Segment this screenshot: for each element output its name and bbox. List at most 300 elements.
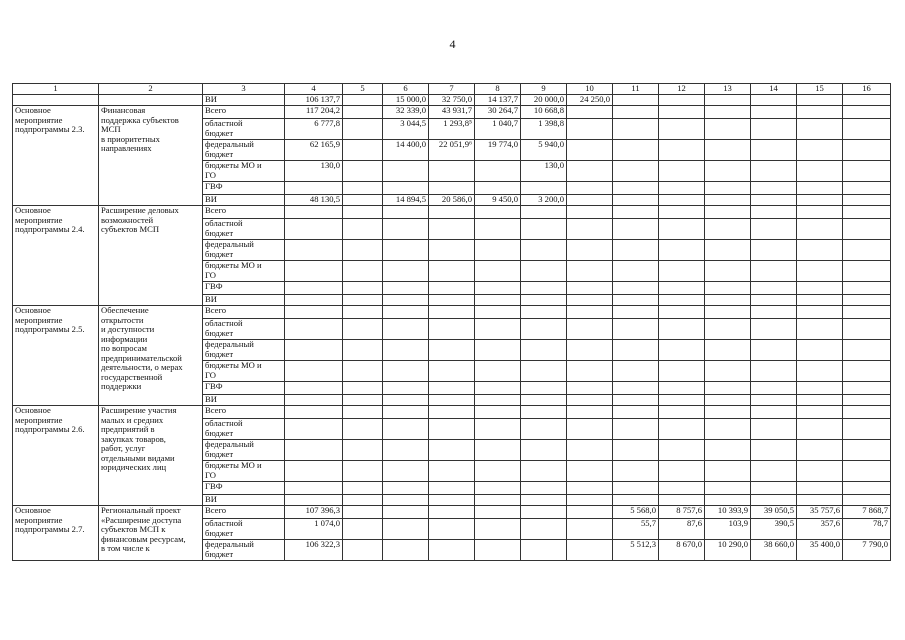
amount-cell [567,119,613,140]
amount-cell [843,419,891,440]
description-cell: Расширение деловых возможностей субъектов МСП [99,206,203,306]
amount-cell [751,206,797,219]
amount-cell [521,440,567,461]
amount-cell [285,282,343,295]
amount-cell [751,140,797,161]
amount-cell: 62 165,9 [285,140,343,161]
amount-cell [429,306,475,319]
amount-cell [567,319,613,340]
page-number: 4 [449,37,456,51]
amount-cell [383,319,429,340]
amount-cell: 103,9 [705,519,751,540]
amount-cell [567,161,613,182]
amount-cell [613,319,659,340]
amount-cell [797,282,843,295]
amount-cell [567,140,613,161]
amount-cell [705,206,751,219]
budget-table [12,83,891,561]
amount-cell [343,282,383,295]
funding-source: областной бюджет [203,119,285,140]
amount-cell [797,206,843,219]
amount-cell [613,382,659,395]
amount-cell [429,161,475,182]
amount-cell [475,340,521,361]
amount-cell [567,506,613,519]
amount-cell [659,195,705,206]
funding-source: ВИ [203,95,285,106]
amount-cell [751,182,797,195]
amount-cell [613,261,659,282]
amount-cell [383,461,429,482]
amount-cell: 38 660,0 [751,540,797,561]
amount-cell: 1 040,7 [475,119,521,140]
amount-cell [475,506,521,519]
amount-cell [285,306,343,319]
amount-cell [429,295,475,306]
amount-cell: 106 137,7 [285,95,343,106]
amount-cell [797,361,843,382]
amount-cell [429,182,475,195]
amount-cell [843,340,891,361]
amount-cell [429,506,475,519]
amount-cell [343,306,383,319]
table-row [13,95,891,106]
event-cell: Основное мероприятие подпрограммы 2.3. [13,106,99,206]
amount-cell [285,219,343,240]
amount-cell [475,540,521,561]
amount-cell [429,406,475,419]
amount-cell [843,95,891,106]
amount-cell [751,240,797,261]
amount-cell [383,206,429,219]
amount-cell [343,395,383,406]
amount-cell [751,295,797,306]
amount-cell [613,219,659,240]
amount-cell [567,519,613,540]
amount-cell [751,419,797,440]
amount-cell: 3 044,5 [383,119,429,140]
amount-cell: 14 400,0 [383,140,429,161]
amount-cell [343,319,383,340]
amount-cell [751,461,797,482]
amount-cell: 1 293,8⁵ [429,119,475,140]
column-number: 7 [429,84,475,95]
amount-cell [429,361,475,382]
amount-cell [797,106,843,119]
amount-cell [659,406,705,419]
amount-cell [285,261,343,282]
amount-cell [843,182,891,195]
amount-cell [285,482,343,495]
amount-cell [343,295,383,306]
amount-cell [383,282,429,295]
header-row [13,84,891,95]
column-number: 4 [285,84,343,95]
amount-cell [843,195,891,206]
amount-cell [659,361,705,382]
amount-cell [475,482,521,495]
funding-source: бюджеты МО и ГО [203,461,285,482]
amount-cell [797,261,843,282]
amount-cell [659,106,705,119]
amount-cell [705,261,751,282]
amount-cell [797,461,843,482]
amount-cell [751,495,797,506]
amount-cell: 78,7 [843,519,891,540]
amount-cell [797,240,843,261]
amount-cell [475,519,521,540]
amount-cell [613,161,659,182]
amount-cell [567,495,613,506]
amount-cell [705,182,751,195]
amount-cell [285,461,343,482]
amount-cell [429,519,475,540]
amount-cell [659,282,705,295]
table-row [13,106,891,119]
amount-cell [521,340,567,361]
amount-cell [567,195,613,206]
amount-cell [613,406,659,419]
amount-cell [567,482,613,495]
amount-cell [705,240,751,261]
amount-cell [797,161,843,182]
amount-cell [521,382,567,395]
funding-source: Всего [203,206,285,219]
amount-cell [475,361,521,382]
amount-cell [343,140,383,161]
amount-cell [343,182,383,195]
amount-cell [843,161,891,182]
amount-cell [475,306,521,319]
amount-cell [475,440,521,461]
amount-cell [751,106,797,119]
amount-cell [475,219,521,240]
amount-cell [475,161,521,182]
event-cell: Основное мероприятие подпрограммы 2.6. [13,406,99,506]
amount-cell [383,182,429,195]
amount-cell [613,282,659,295]
funding-source: областной бюджет [203,319,285,340]
amount-cell [751,261,797,282]
amount-cell [521,495,567,506]
table-row [13,206,891,219]
amount-cell [475,395,521,406]
amount-cell: 8 670,0 [659,540,705,561]
funding-source: ВИ [203,395,285,406]
amount-cell: 5 568,0 [613,506,659,519]
funding-source: федеральный бюджет [203,240,285,261]
amount-cell [567,382,613,395]
amount-cell [705,95,751,106]
amount-cell [751,482,797,495]
amount-cell: 8 757,6 [659,506,705,519]
amount-cell [521,295,567,306]
amount-cell [751,395,797,406]
amount-cell [797,340,843,361]
amount-cell [843,482,891,495]
event-cell: Основное мероприятие подпрограммы 2.5. [13,306,99,406]
amount-cell [843,106,891,119]
amount-cell [843,461,891,482]
amount-cell [751,406,797,419]
amount-cell [567,540,613,561]
amount-cell [383,161,429,182]
amount-cell [475,319,521,340]
amount-cell [705,382,751,395]
column-number: 3 [203,84,285,95]
empty-cell [99,95,203,106]
amount-cell [751,440,797,461]
amount-cell [705,419,751,440]
amount-cell [521,206,567,219]
amount-cell: 10 393,9 [705,506,751,519]
amount-cell [705,361,751,382]
amount-cell [285,419,343,440]
amount-cell [797,495,843,506]
event-cell: Основное мероприятие подпрограммы 2.7. [13,506,99,561]
table-row [13,406,891,419]
amount-cell [567,240,613,261]
amount-cell [285,395,343,406]
amount-cell [751,95,797,106]
amount-cell [343,506,383,519]
amount-cell [705,340,751,361]
amount-cell [705,395,751,406]
amount-cell [383,540,429,561]
amount-cell: 390,5 [751,519,797,540]
amount-cell: 43 931,7 [429,106,475,119]
amount-cell [343,206,383,219]
amount-cell [705,195,751,206]
amount-cell: 14 137,7 [475,95,521,106]
funding-source: ГВФ [203,482,285,495]
amount-cell [285,319,343,340]
amount-cell [475,419,521,440]
amount-cell [797,382,843,395]
amount-cell [705,219,751,240]
amount-cell: 48 130,5 [285,195,343,206]
amount-cell [429,240,475,261]
amount-cell: 20 000,0 [521,95,567,106]
amount-cell [613,440,659,461]
funding-source: бюджеты МО и ГО [203,161,285,182]
column-number: 2 [99,84,203,95]
amount-cell [843,295,891,306]
amount-cell: 130,0 [285,161,343,182]
amount-cell: 117 204,2 [285,106,343,119]
amount-cell [659,495,705,506]
amount-cell [383,506,429,519]
amount-cell [429,219,475,240]
amount-cell [521,506,567,519]
funding-source: бюджеты МО и ГО [203,361,285,382]
amount-cell [343,106,383,119]
amount-cell: 3 200,0 [521,195,567,206]
amount-cell [751,340,797,361]
amount-cell [659,461,705,482]
funding-source: Всего [203,506,285,519]
amount-cell [521,395,567,406]
amount-cell [383,261,429,282]
amount-cell [343,119,383,140]
column-number: 12 [659,84,705,95]
amount-cell [843,261,891,282]
amount-cell [613,119,659,140]
amount-cell [705,106,751,119]
amount-cell [383,219,429,240]
amount-cell [383,361,429,382]
amount-cell [383,482,429,495]
amount-cell [567,282,613,295]
amount-cell [567,440,613,461]
amount-cell [797,440,843,461]
amount-cell: 130,0 [521,161,567,182]
amount-cell [429,261,475,282]
column-number: 1 [13,84,99,95]
funding-source: федеральный бюджет [203,340,285,361]
amount-cell [343,406,383,419]
amount-cell: 1 074,0 [285,519,343,540]
amount-cell [751,382,797,395]
amount-cell: 10 290,0 [705,540,751,561]
amount-cell [613,495,659,506]
empty-cell [13,95,99,106]
amount-cell [429,206,475,219]
amount-cell [797,406,843,419]
description-cell: Обеспечение открытости и доступности информации по вопросам предпринимательской деятельности, о мерах государственной поддержки [99,306,203,406]
amount-cell [613,419,659,440]
amount-cell: 7 790,0 [843,540,891,561]
funding-source: областной бюджет [203,419,285,440]
amount-cell [285,382,343,395]
amount-cell [343,340,383,361]
amount-cell [659,95,705,106]
amount-cell [797,182,843,195]
amount-cell: 22 051,9⁶ [429,140,475,161]
funding-source: федеральный бюджет [203,140,285,161]
amount-cell [613,482,659,495]
amount-cell [613,340,659,361]
amount-cell [751,219,797,240]
amount-cell [613,206,659,219]
amount-cell [613,106,659,119]
amount-cell: 10 668,8 [521,106,567,119]
amount-cell [659,295,705,306]
amount-cell [659,261,705,282]
amount-cell [521,306,567,319]
amount-cell [797,319,843,340]
column-number: 16 [843,84,891,95]
amount-cell [659,340,705,361]
description-cell: Расширение участия малых и средних предприятий в закупках товаров, работ, услуг отдельными видами юридических лиц [99,406,203,506]
amount-cell [705,140,751,161]
amount-cell [843,495,891,506]
amount-cell: 55,7 [613,519,659,540]
amount-cell [429,319,475,340]
amount-cell [343,95,383,106]
amount-cell [343,461,383,482]
funding-source: ГВФ [203,182,285,195]
amount-cell [383,419,429,440]
amount-cell [285,206,343,219]
amount-cell [659,206,705,219]
amount-cell [429,419,475,440]
amount-cell [285,340,343,361]
amount-cell: 14 894,5 [383,195,429,206]
amount-cell [751,319,797,340]
funding-source: ВИ [203,295,285,306]
amount-cell: 357,6 [797,519,843,540]
amount-cell: 9 450,0 [475,195,521,206]
amount-cell [659,395,705,406]
column-number: 8 [475,84,521,95]
column-number: 13 [705,84,751,95]
amount-cell: 35 757,6 [797,506,843,519]
amount-cell: 39 050,5 [751,506,797,519]
amount-cell [285,361,343,382]
amount-cell [705,119,751,140]
amount-cell [567,461,613,482]
amount-cell [613,240,659,261]
amount-cell [521,261,567,282]
amount-cell [567,106,613,119]
amount-cell [613,461,659,482]
amount-cell: 7 868,7 [843,506,891,519]
amount-cell [521,419,567,440]
amount-cell [843,119,891,140]
amount-cell [343,495,383,506]
amount-cell [659,319,705,340]
amount-cell [521,406,567,419]
funding-source: Всего [203,106,285,119]
amount-cell [613,306,659,319]
amount-cell [521,219,567,240]
amount-cell [613,295,659,306]
amount-cell [429,482,475,495]
amount-cell [843,206,891,219]
amount-cell [521,461,567,482]
column-number: 10 [567,84,613,95]
amount-cell [521,361,567,382]
funding-source: ГВФ [203,282,285,295]
amount-cell [705,161,751,182]
amount-cell [343,540,383,561]
amount-cell [843,240,891,261]
amount-cell [567,306,613,319]
amount-cell [751,195,797,206]
amount-cell [429,382,475,395]
amount-cell [659,440,705,461]
funding-source: федеральный бюджет [203,440,285,461]
amount-cell [797,395,843,406]
amount-cell [343,440,383,461]
amount-cell [343,240,383,261]
funding-source: ГВФ [203,382,285,395]
funding-source: ВИ [203,195,285,206]
column-number: 6 [383,84,429,95]
amount-cell: 107 396,3 [285,506,343,519]
amount-cell [751,119,797,140]
amount-cell [383,519,429,540]
amount-cell: 1 398,8 [521,119,567,140]
amount-cell [843,406,891,419]
amount-cell [797,482,843,495]
amount-cell [567,206,613,219]
amount-cell [567,295,613,306]
amount-cell [659,419,705,440]
funding-source: федеральный бюджет [203,540,285,561]
amount-cell [613,95,659,106]
